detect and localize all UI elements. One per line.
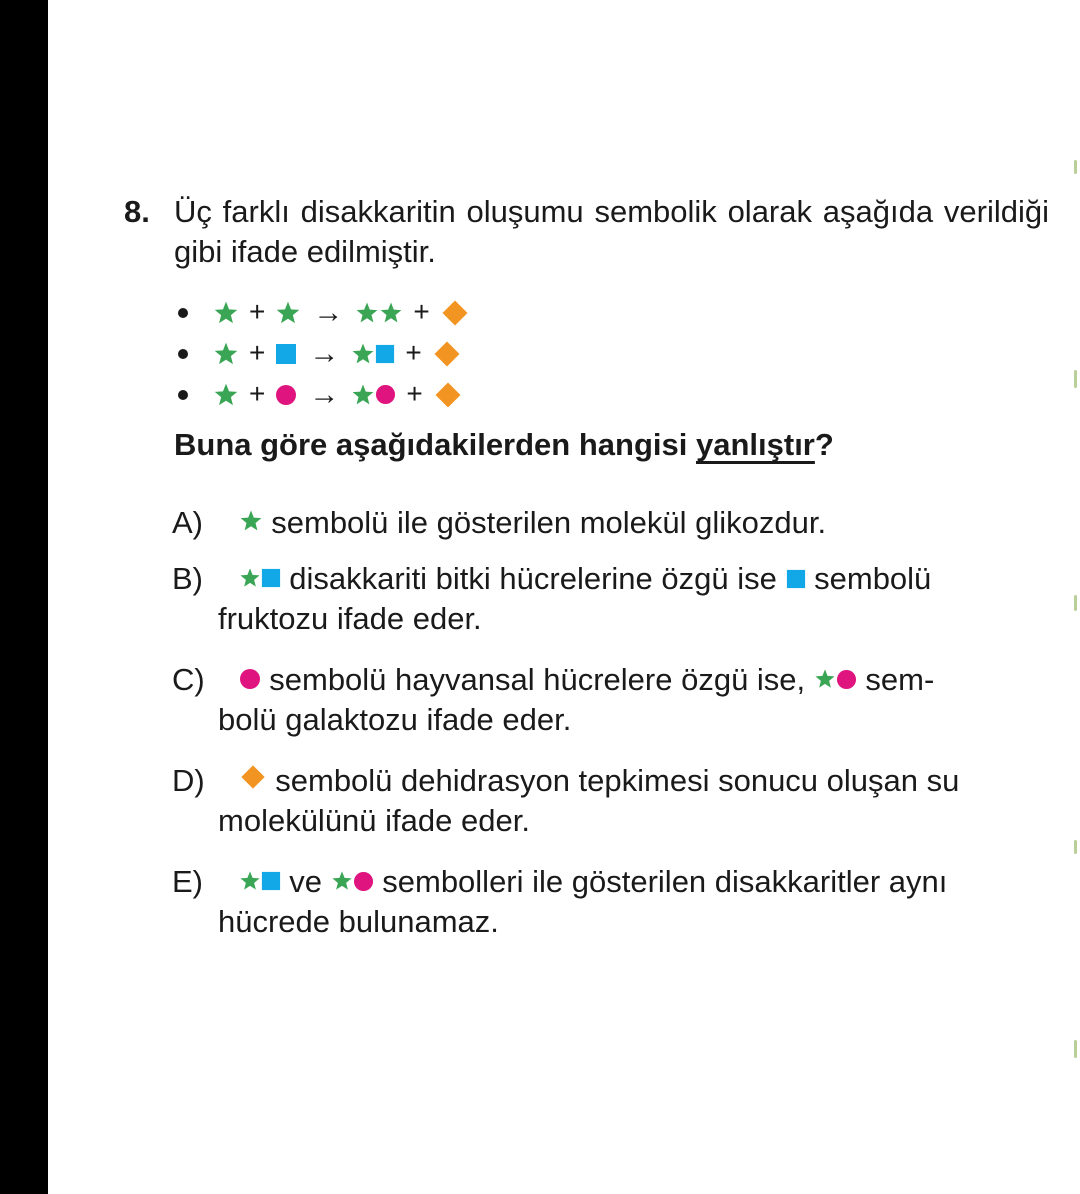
star-icon: [213, 341, 239, 367]
star-circle-disaccharide-icon: [814, 668, 857, 690]
option-e[interactable]: [172, 862, 1052, 943]
plus-sign: +: [249, 337, 266, 369]
equation-3: [172, 374, 470, 415]
option-text: ve: [289, 864, 322, 899]
option-text-continued: hücrede bulunamaz.: [218, 904, 499, 940]
plus-sign: +: [406, 378, 423, 410]
option-text-continued: fruktozu ifade eder.: [218, 601, 482, 637]
diamond-icon: [433, 380, 463, 410]
option-text: disakkariti bitki hücrelerine özgü ise: [289, 561, 777, 596]
option-letter: E): [172, 864, 203, 899]
equation-1: [172, 292, 470, 333]
option-text-continued: molekülünü ifade eder.: [218, 803, 530, 839]
star-icon: [213, 300, 239, 326]
option-text: sembolü: [814, 561, 932, 596]
option-b[interactable]: [172, 559, 1052, 640]
star-square-disaccharide-icon: [239, 870, 281, 892]
option-text: sem-: [865, 662, 935, 697]
underlined-word: yanlıştır: [695, 427, 815, 462]
diamond-icon: [432, 339, 462, 369]
option-letter: A): [172, 505, 203, 540]
option-letter: C): [172, 662, 205, 697]
option-c[interactable]: [172, 660, 1052, 741]
square-icon: [275, 343, 297, 365]
question-prompt: Buna göre aşağıdakilerden hangisi yanlıştır?: [174, 427, 834, 462]
bullet-icon: [178, 390, 188, 400]
option-text: sembolü hayvansal hücrelere özgü ise,: [269, 662, 806, 697]
circle-icon: [275, 384, 297, 406]
option-text: sembolü ile gösterilen molekül glikozdur.: [271, 505, 827, 540]
option-text-continued: bolü galaktozu ifade eder.: [218, 702, 572, 738]
diamond-icon: [239, 763, 267, 791]
option-letter: D): [172, 763, 205, 798]
equation-2: [172, 333, 470, 374]
square-icon: [786, 569, 806, 589]
diamond-icon: [440, 298, 470, 328]
bullet-icon: [178, 349, 188, 359]
star-circle-disaccharide-icon: [331, 870, 374, 892]
star-circle-disaccharide-icon: [351, 383, 396, 407]
equation-list: [172, 292, 470, 415]
arrow-sign: →: [309, 378, 340, 411]
plus-sign: +: [413, 296, 430, 328]
star-square-disaccharide-icon: [351, 342, 395, 366]
plus-sign: +: [249, 378, 266, 410]
plus-sign: +: [249, 296, 266, 328]
option-a[interactable]: [172, 503, 1052, 543]
option-text: sembolü dehidrasyon tepkimesi sonucu oluşan su: [275, 763, 960, 798]
question-number: 8.: [124, 194, 150, 229]
arrow-sign: →: [309, 337, 340, 370]
bullet-icon: [178, 308, 188, 318]
star-square-disaccharide-icon: [239, 567, 281, 589]
option-letter: B): [172, 561, 203, 596]
option-text: sembolleri ile gösterilen disakkaritler aynı: [382, 864, 948, 899]
star-icon: [275, 300, 301, 326]
circle-icon: [239, 668, 261, 690]
option-d[interactable]: [172, 761, 1052, 842]
arrow-sign: →: [313, 296, 344, 329]
star-icon: [239, 509, 263, 533]
star-icon: [213, 382, 239, 408]
plus-sign: +: [405, 337, 422, 369]
star-star-disaccharide-icon: [355, 301, 403, 325]
question-stem: Üç farklı disakkaritin oluşumu sembolik olarak aşağıda verildiği gibi ifade edilmiştir.: [174, 194, 1049, 270]
